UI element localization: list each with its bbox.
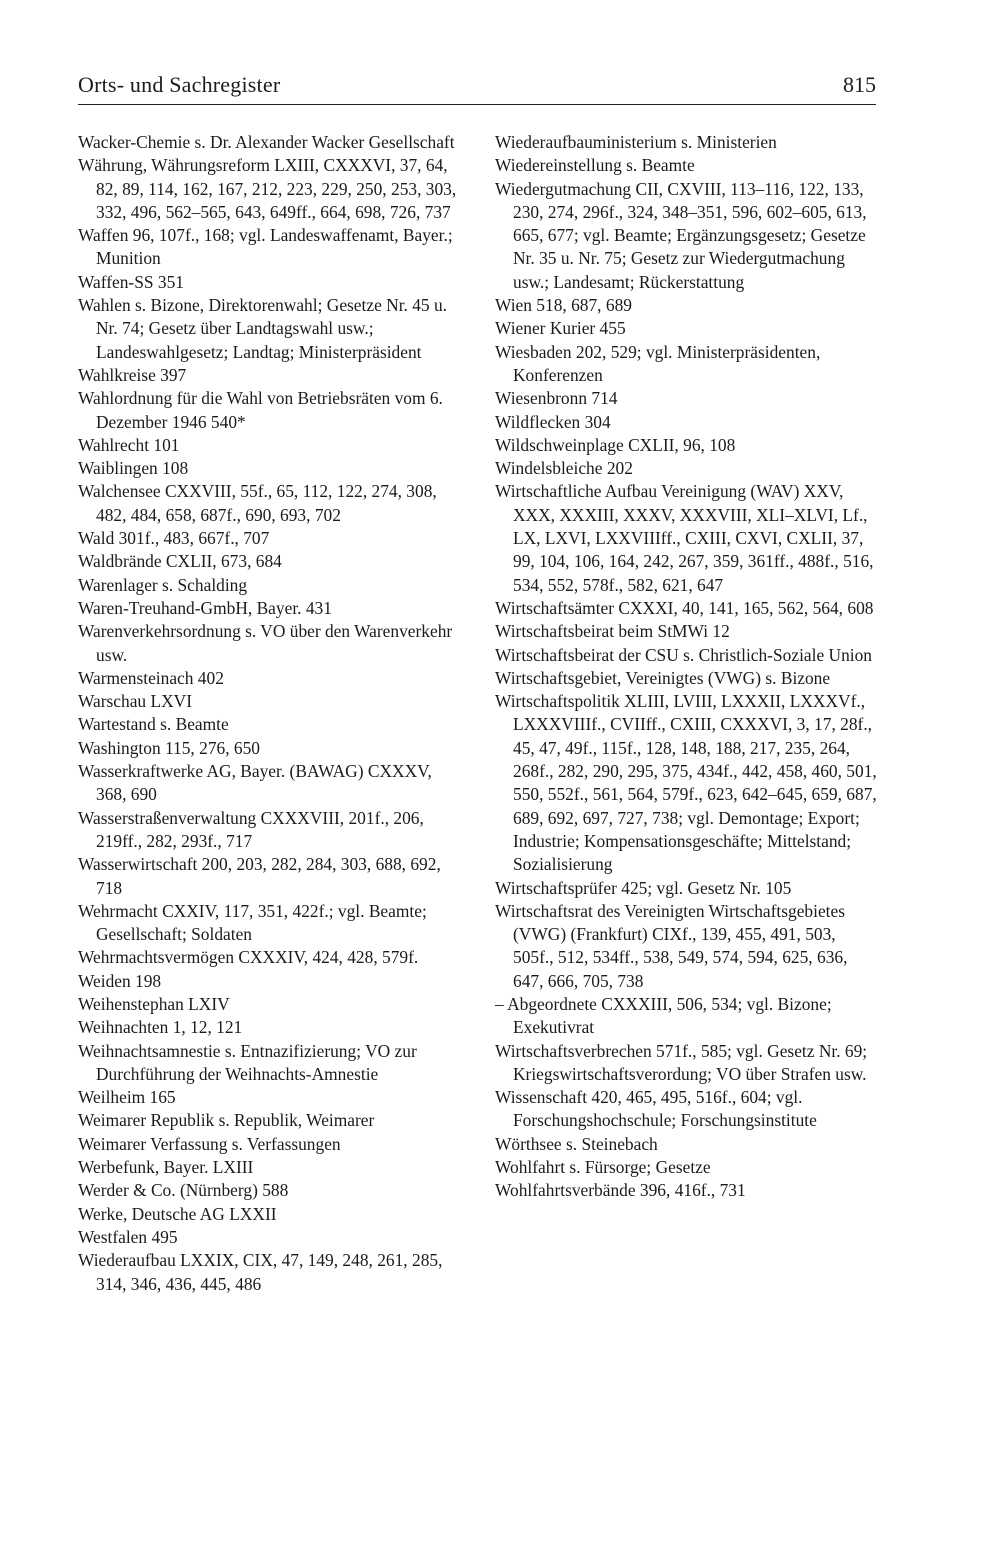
index-entry: Waffen-SS 351 xyxy=(78,271,184,292)
running-header xyxy=(78,70,876,105)
index-entry: Wacker-Chemie s. Dr. Alexander Wacker Gesellschaft xyxy=(78,132,455,152)
index-entry: Wissenschaft 420, 465, 495, 516f., 604; vgl. Forschungshochschule; Forschungsinstitute xyxy=(495,1087,817,1131)
index-entry: Wohlfahrtsverbände 396, 416f., 731 xyxy=(495,1180,746,1201)
index-entry: Wohlfahrt s. Fürsorge; Gesetze xyxy=(495,1157,711,1178)
index-entry: Wiesenbronn 714 xyxy=(495,388,618,409)
index-entry: Werder & Co. (Nürnberg) 588 xyxy=(78,1180,289,1201)
index-entry: – Abgeordnete CXXXIII, 506, 534; vgl. Bizone; Exekutivrat xyxy=(495,993,832,1038)
index-entry: Währung, Währungsreform LXIII, CXXXVI, 37, 64, 82, 89, 114, 162, 167, 212, 223, 229, 250, 253, 303, 332, 496, 562–565, 643, 649ff., 664, 698, 726, 737 xyxy=(78,155,457,222)
index-entry: Wartestand s. Beamte xyxy=(78,714,229,735)
index-entry: Wiedergutmachung CII, CXVIII, 113–116, 122, 133, 230, 274, 296f., 324, 348–351, 596, 602–605, 613, 665, 677; vgl. Beamte; Ergänzungsgesetz; Gesetze Nr. 35 u. Nr. 75; Gesetz zur Wiedergutmachung usw.; Landesamt; Rückerstattung xyxy=(495,178,867,292)
index-entry: Waiblingen 108 xyxy=(78,458,189,479)
index-entry: Wahlen s. Bizone, Direktorenwahl; Gesetze Nr. 45 u. Nr. 74; Gesetz über Landtagswahl usw.; Landeswahlgesetz; Landtag; Ministerpräsident xyxy=(78,295,448,362)
index-column-left xyxy=(78,131,460,1296)
index-entry: Wirtschaftliche Aufbau Vereinigung (WAV) XXV, XXX, XXXIII, XXXV, XXXVIII, XLI–XLVI, Lf., LX, LXVI, LXXVIIIff., CXIII, CXVI, CXLII, 37, 99, 104, 106, 164, 242, 267, 359, 361ff., 488f., 516, 534, 552, 578f., 582, 621, 647 xyxy=(495,481,874,595)
index-entry: Weimarer Republik s. Republik, Weimarer xyxy=(78,1110,375,1131)
index-entry: Wahlkreise 397 xyxy=(78,364,187,385)
index-entry: Wiesbaden 202, 529; vgl. Ministerpräsidenten, Konferenzen xyxy=(495,341,821,385)
index-entry: Wörthsee s. Steinebach xyxy=(495,1133,658,1154)
index-entry: Weimarer Verfassung s. Verfassungen xyxy=(78,1133,341,1154)
index-entry: Wiener Kurier 455 xyxy=(495,318,626,339)
index-entry: Weihnachtsamnestie s. Entnazifizierung; VO zur Durchführung der Weihnachts-Amnestie xyxy=(78,1040,417,1084)
index-entry: Wiederaufbau LXXIX, CIX, 47, 149, 248, 261, 285, 314, 346, 436, 445, 486 xyxy=(78,1250,443,1294)
index-entry: Wirtschaftsämter CXXXI, 40, 141, 165, 562, 564, 608 xyxy=(495,597,874,618)
index-entry: Wirtschaftspolitik XLIII, LVIII, LXXXII, LXXXVf., LXXXVIIIf., CVIIff., CXIII, CXXXVI, 3, 17, 28f., 45, 47, 49f., 115f., 128, 148, 188, 217, 235, 264, 268f., 282, 290, 295, 375, 434f., 442, 458, 460, 501, 550, 552f., 561, 564, 579f., 623, 642–645, 659, 687, 689, 692, 697, 727, 738; vgl. Demontage; Export; Industrie; Kompensationsgeschäfte; Mittelstand; Sozialisierung xyxy=(495,691,877,875)
index-entry: Wahlordnung für die Wahl von Betriebsräten vom 6. Dezember 1946 540* xyxy=(78,388,443,432)
index-entry: Wasserkraftwerke AG, Bayer. (BAWAG) CXXXV, 368, 690 xyxy=(78,761,432,805)
page-number: 815 xyxy=(843,72,876,97)
header-title: Orts- und Sachregister xyxy=(78,72,281,97)
index-entry: Warenlager s. Schalding xyxy=(78,574,248,595)
index-entry: Wehrmacht CXXIV, 117, 351, 422f.; vgl. Beamte; Gesellschaft; Soldaten xyxy=(78,900,427,945)
index-entry: Wildflecken 304 xyxy=(495,411,611,432)
index-entry: Warmensteinach 402 xyxy=(78,667,224,688)
index-entry: Wald 301f., 483, 667f., 707 xyxy=(78,528,270,549)
index-entry: Washington 115, 276, 650 xyxy=(78,737,260,758)
index-entry: Werke, Deutsche AG LXXII xyxy=(78,1203,277,1224)
index-entry: Waldbrände CXLII, 673, 684 xyxy=(78,551,282,572)
index-entry: Waren-Treuhand-GmbH, Bayer. 431 xyxy=(78,597,332,618)
index-entry: Warenverkehrsordnung s. VO über den Warenverkehr usw. xyxy=(78,621,453,665)
index-entry: Wirtschaftsprüfer 425; vgl. Gesetz Nr. 105 xyxy=(495,877,792,898)
index-entry: Wirtschaftsverbrechen 571f., 585; vgl. Gesetz Nr. 69; Kriegswirtschaftsverordung; VO über Strafen usw. xyxy=(495,1040,868,1084)
index-entry: Weilheim 165 xyxy=(78,1087,176,1108)
index-entry: Westfalen 495 xyxy=(78,1226,178,1247)
index-entry: Wirtschaftsbeirat der CSU s. Christlich-Soziale Union xyxy=(495,644,872,665)
index-entry: Wasserwirtschaft 200, 203, 282, 284, 303, 688, 692, 718 xyxy=(78,854,441,898)
index-entry: Walchensee CXXVIII, 55f., 65, 112, 122, 274, 308, 482, 484, 658, 687f., 690, 693, 702 xyxy=(78,481,437,525)
index-entry: Wiederaufbauministerium s. Ministerien xyxy=(495,132,777,152)
index-entry: Wien 518, 687, 689 xyxy=(495,295,632,316)
index-entry: Warschau LXVI xyxy=(78,691,193,712)
index-entry: Weihnachten 1, 12, 121 xyxy=(78,1017,243,1038)
index-entry: Wehrmachtsvermögen CXXXIV, 424, 428, 579f. xyxy=(78,947,419,968)
index-entry: Wirtschaftsbeirat beim StMWi 12 xyxy=(495,621,730,642)
index-entry: Wirtschaftsrat des Vereinigten Wirtschaftsgebietes (VWG) (Frankfurt) CIXf., 139, 455, 491, 503, 505f., 512, 534ff., 538, 549, 574, 594, 625, 636, 647, 666, 705, 738 xyxy=(495,900,848,991)
index-column-right xyxy=(495,131,877,1203)
index-entry: Waffen 96, 107f., 168; vgl. Landeswaffenamt, Bayer.; Munition xyxy=(78,225,453,269)
index-entry: Windelsbleiche 202 xyxy=(495,458,633,479)
index-entry: Weiden 198 xyxy=(78,970,162,991)
index-entry: Wahlrecht 101 xyxy=(78,434,180,455)
index-entry: Wildschweinplage CXLII, 96, 108 xyxy=(495,434,736,455)
index-entry: Wirtschaftsgebiet, Vereinigtes (VWG) s. Bizone xyxy=(495,667,831,688)
index-entry: Wiedereinstellung s. Beamte xyxy=(495,155,695,176)
index-entry: Weihenstephan LXIV xyxy=(78,993,230,1014)
index-entry: Werbefunk, Bayer. LXIII xyxy=(78,1157,254,1178)
index-entry: Wasserstraßenverwaltung CXXXVIII, 201f., 206, 219ff., 282, 293f., 717 xyxy=(78,807,424,851)
